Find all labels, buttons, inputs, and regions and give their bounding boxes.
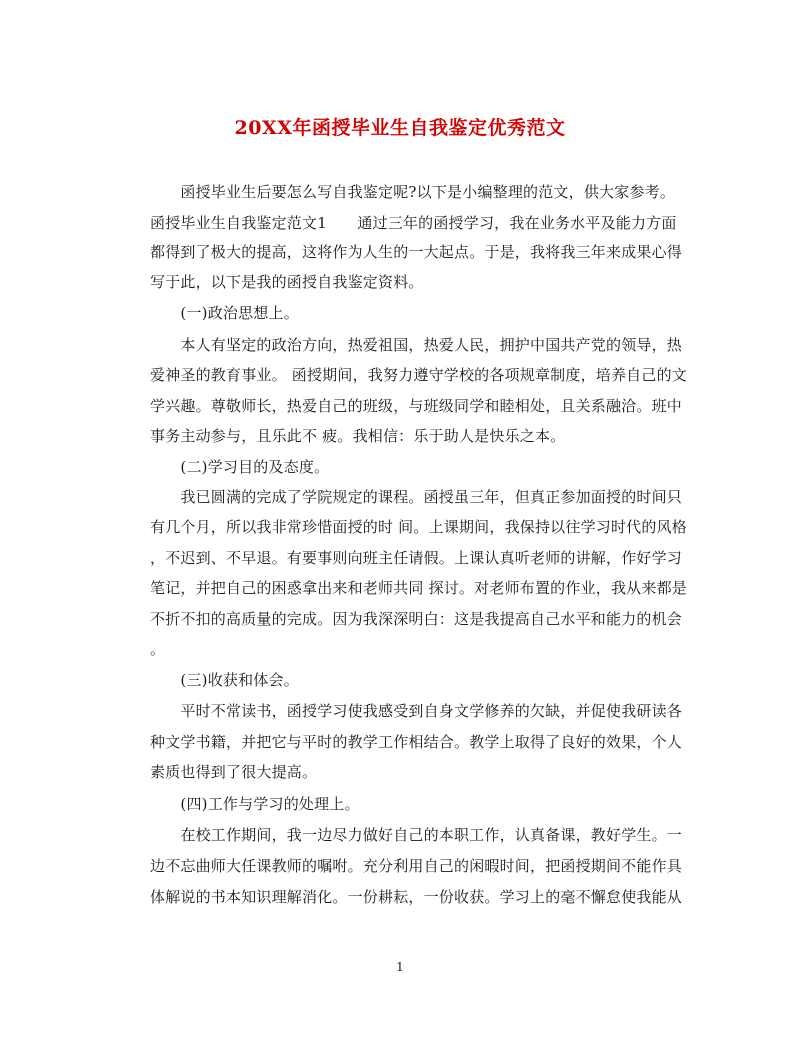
section-heading: (一)政治思想上。 <box>150 304 299 322</box>
body-line: 学兴趣。尊敬师长，热爱自己的班级，与班级同学和睦相处，且关系融洽。班中 <box>150 397 683 415</box>
section-heading: (四)工作与学习的处理上。 <box>150 795 360 813</box>
body-line: 。 <box>150 640 166 658</box>
body-line: 我已圆满的完成了学院规定的课程。函授虽三年，但真正参加面授的时间只 <box>150 488 683 506</box>
section-heading: (二)学习目的及态度。 <box>150 458 330 476</box>
body-line: 笔记，并把自己的困惑拿出来和老师共同 探讨。对老师布置的作业，我从来都是 <box>150 579 687 597</box>
body-line: 函授毕业生后要怎么写自我鉴定呢?以下是小编整理的范文，供大家参考。 <box>150 183 676 201</box>
body-line: 爱神圣的教育事业。 函授期间，我努力遵守学校的各项规章制度，培养自己的文 <box>150 366 687 384</box>
section-heading: (三)收获和体会。 <box>150 671 299 689</box>
page-number: 1 <box>396 960 404 974</box>
body-line: ，不迟到、不早退。有要事则向班主任请假。上课认真听老师的讲解，作好学习 <box>150 549 683 567</box>
body-line: 写于此，以下是我的函授自我鉴定资料。 <box>150 273 424 291</box>
body-line: 边不忘曲师大任课教师的嘱咐。充分利用自己的闲暇时间，把函授期间不能作具 <box>150 857 683 875</box>
body-line: 都得到了极大的提高，这将作为人生的一大起点。于是，我将我三年来成果心得 <box>150 243 683 261</box>
body-line: 函授毕业生自我鉴定范文1 通过三年的函授学习，我在业务水平及能力方面 <box>150 214 677 232</box>
body-line: 体解说的书本知识理解消化。一份耕耘，一份收获。学习上的毫不懈怠使我能从 <box>150 888 683 906</box>
body-line: 平时不常读书，函授学习使我感受到自身文学修养的欠缺，并促使我研读各 <box>150 702 683 720</box>
body-line: 不折不扣的高质量的完成。因为我深深明白：这是我提高自己水平和能力的机会 <box>150 610 683 628</box>
body-line: 种文学书籍，并把它与平时的教学工作相结合。教学上取得了良好的效果，个人 <box>150 733 683 751</box>
document-title: 20XX年函授毕业生自我鉴定优秀范文 <box>234 117 566 139</box>
body-line: 在校工作期间，我一边尽力做好自己的本职工作，认真备课，教好学生。一 <box>150 826 683 844</box>
body-line: 素质也得到了很大提高。 <box>150 763 318 781</box>
body-line: 本人有坚定的政治方向，热爱祖国，热爱人民，拥护中国共产党的领导，热 <box>150 336 683 354</box>
body-line: 有几个月，所以我非常珍惜面授的时 间。上课期间，我保持以往学习时代的风格 <box>150 518 687 536</box>
body-line: 事务主动参与，且乐此不 疲。我相信：乐于助人是快乐之本。 <box>150 427 566 445</box>
